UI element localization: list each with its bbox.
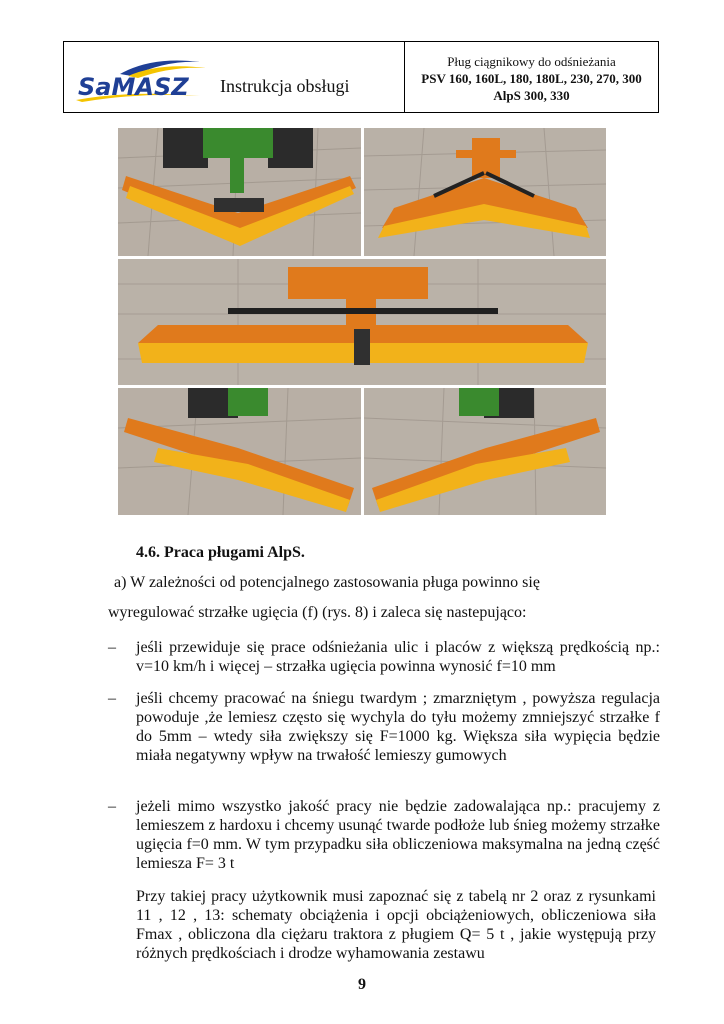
photo-plow-v-front [364, 128, 606, 256]
bullet-dash: – [108, 639, 116, 656]
document-header [63, 41, 659, 113]
paragraph-a-line-2: wyregulować strzałke ugięcia (f) (rys. 8) i zaleca się nastepująco: [108, 604, 527, 621]
svg-text:SaMASZ: SaMASZ [78, 73, 189, 101]
model-list: PSV 160, 160L, 180, 180L, 230, 270, 300 [421, 70, 642, 86]
paragraph-a-line-1: a) W zależności od potencjalnego zastosowania pługa powinno się [114, 574, 540, 591]
manual-title: Instrukcja obsługi [220, 76, 350, 96]
bullet-item [108, 638, 660, 676]
alps-models: AlpS 300, 330 [493, 87, 570, 103]
photo-plow-straight [118, 259, 606, 385]
bullet-text: jeśli przewiduje się prace odśnieżania ulic i placów z większą prędkością np.: v=10 km/h i więcej – strzałka ugięcia powinna wynosić f=10 mm [136, 639, 660, 675]
header-right-cell [405, 42, 658, 112]
photo-plow-angled-left [118, 388, 361, 515]
page-number: 9 [358, 976, 366, 993]
paragraph-final: Przy takiej pracy użytkownik musi zapoznać się z tabelą nr 2 oraz z rysunkami 11 , 12 , 13: schematy obciążenia i opcji obciążeniowych, obliczeniowa siła Fmax , obliczona dla ciężaru traktora z pługiem Q= 5 t , jakie występują przy różnych prędkościach i drodze wyhamowania zestawu [136, 888, 656, 962]
bullet-item [108, 797, 660, 873]
header-left-cell [64, 42, 405, 112]
product-description: Pług ciągnikowy do odśnieżania [447, 53, 616, 69]
bullet-item [108, 689, 660, 765]
samasz-logo [72, 54, 212, 104]
photo-plow-angled-right [364, 388, 606, 515]
photo-plow-v-front-with-tractor [118, 128, 361, 256]
bullet-dash: – [108, 690, 116, 707]
bullet-dash: – [108, 798, 116, 815]
bullet-text: jeżeli mimo wszystko jakość pracy nie będzie zadowalająca np.: pracujemy z lemieszem z hardoxu i chcemy usunąć twarde podłoże lub śnieg możemy strzałke ugięcia f=0 mm. W tym przypadku siła obliczeniowa maksymalna na jedną część lemiesza F= 3 t [136, 798, 660, 872]
section-title: 4.6. Praca pługami AlpS. [136, 544, 305, 561]
bullet-text: jeśli chcemy pracować na śniegu twardym ; zmarzniętym , powyższa regulacja powoduje ,że lemiesz często się wychyla do tyłu możemy zmniejszyć strzałke f do 5mm – wtedy siła zwiększy się F=1000 kg. Większa siła wypięcia będzie miała negatywny wpływ na trwałość lemieszy gumowych [136, 690, 660, 764]
